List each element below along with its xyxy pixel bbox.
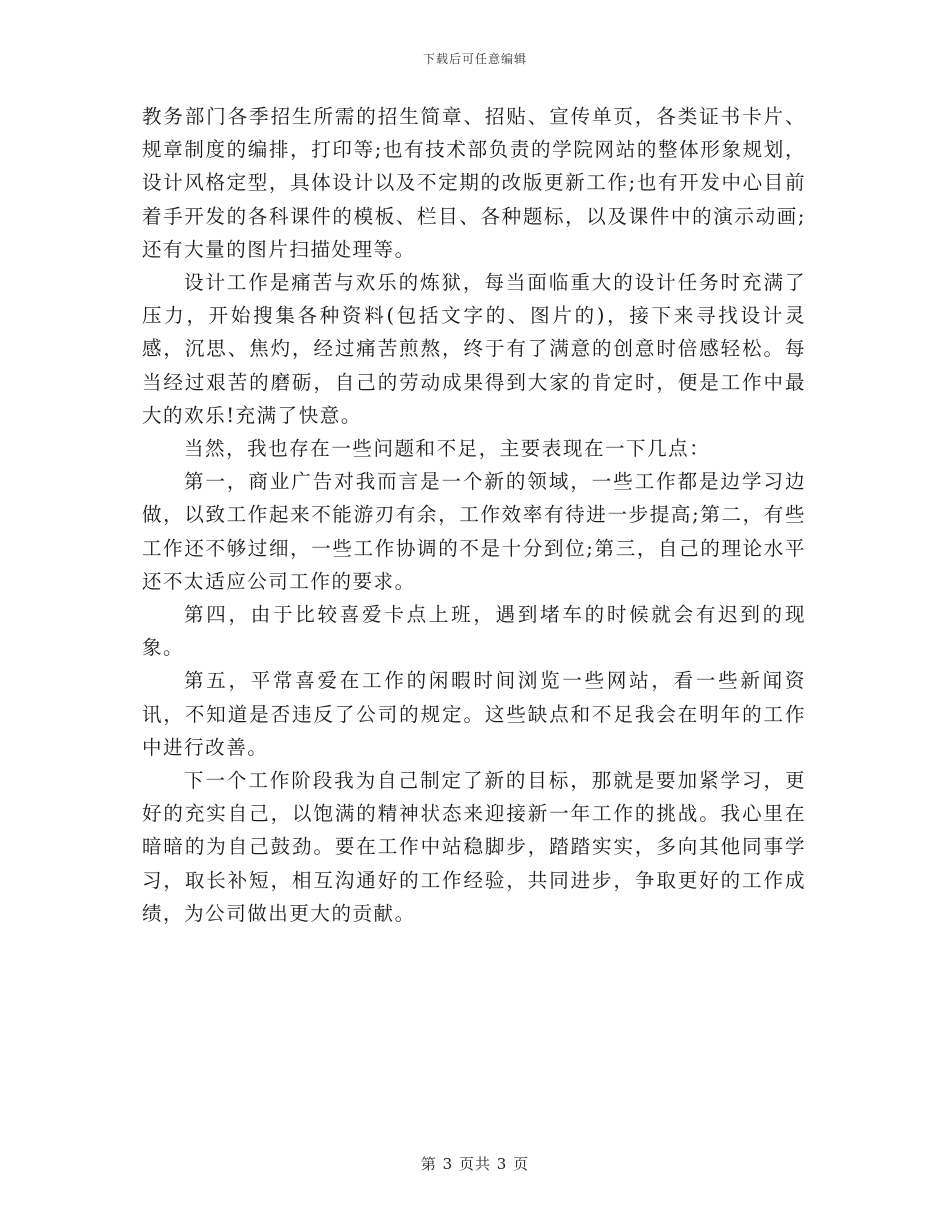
page-header: 下载后可任意编辑 [422, 52, 527, 66]
paragraph-5: 第四，由于比较喜爱卡点上班，遇到堵车的时候就会有迟到的现象。 [142, 603, 806, 660]
paragraph-6: 第五，平常喜爱在工作的闲暇时间浏览一些网站，看一些新闻资讯，不知道是否违反了公司的规定。这些缺点和不足我会在明年的工作中进行改善。 [142, 669, 806, 759]
paragraph-1: 教务部门各季招生所需的招生简章、招贴、宣传单页，各类证书卡片、规章制度的编排，打印等;也有技术部负责的学院网站的整体形象规划，设计风格定型，具体设计以及不定期的改版更新工作;也有开发中心目前着手开发的各科课件的模板、栏目、各种题标，以及课件中的演示动画;还有大量的图片扫描处理等。 [142, 105, 806, 261]
paragraph-2: 设计工作是痛苦与欢乐的炼狱，每当面临重大的设计任务时充满了压力，开始搜集各种资料(包括文字的、图片的)，接下来寻找设计灵感，沉思、焦灼，经过痛苦煎熬，终于有了满意的创意时倍感轻松。每当经过艰苦的磨砺，自己的劳动成果得到大家的肯定时，便是工作中最大的欢乐!充满了快意。 [142, 271, 806, 427]
document-body [142, 100, 806, 930]
page-number: 第 3 页共 3 页 [420, 1155, 530, 1173]
paragraph-4: 第一，商业广告对我而言是一个新的领域，一些工作都是边学习边做，以致工作起来不能游刃有余，工作效率有待进一步提高;第二，有些工作还不够过细，一些工作协调的不是十分到位;第三，自己的理论水平还不太适应公司工作的要求。 [142, 470, 806, 593]
paragraph-7: 下一个工作阶段我为自己制定了新的目标，那就是要加紧学习，更好的充实自己，以饱满的精神状态来迎接新一年工作的挑战。我心里在暗暗的为自己鼓劲。要在工作中站稳脚步，踏踏实实，多向其他同事学习，取长补短，相互沟通好的工作经验，共同进步，争取更好的工作成绩，为公司做出更大的贡献。 [142, 769, 806, 925]
paragraph-3: 当然，我也存在一些问题和不足，主要表现在一下几点： [184, 437, 711, 461]
